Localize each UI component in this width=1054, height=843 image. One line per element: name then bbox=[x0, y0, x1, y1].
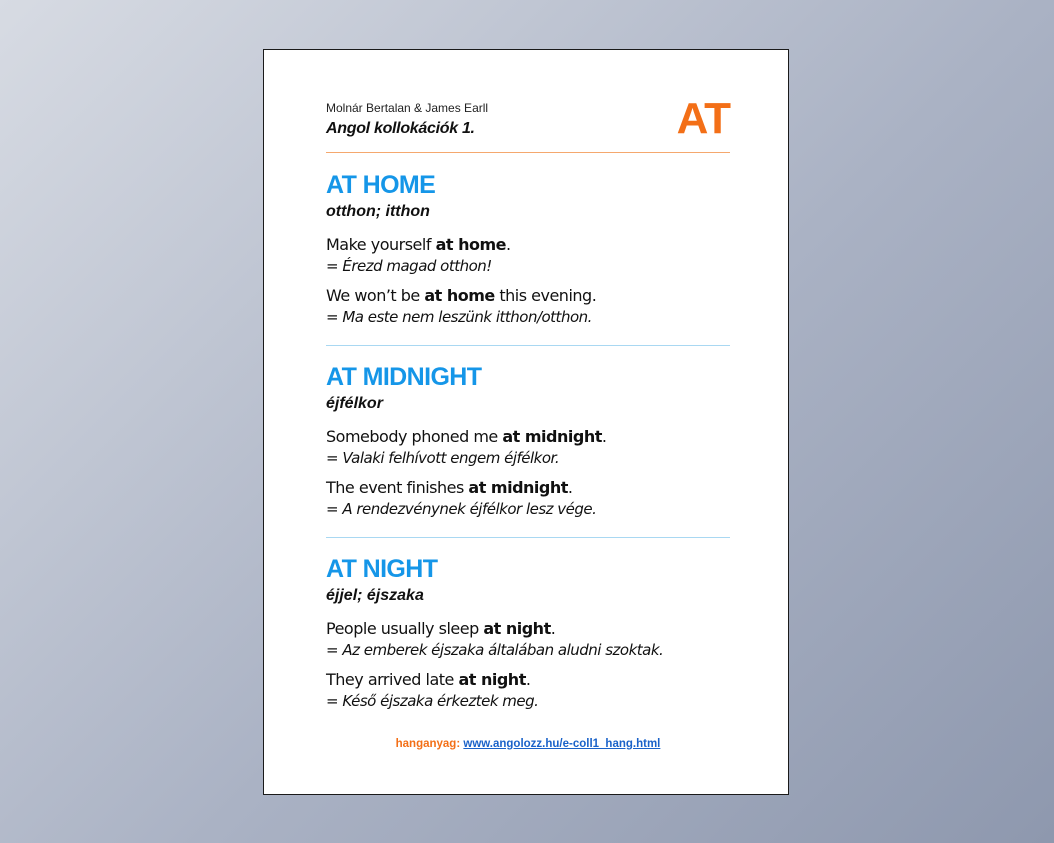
audio-footer bbox=[326, 738, 730, 750]
example-hungarian: = Késő éjszaka érkeztek meg. bbox=[326, 692, 539, 710]
example-english: Make yourself at home. bbox=[326, 235, 511, 254]
audio-label: hanganyag: bbox=[395, 738, 461, 750]
header-divider bbox=[326, 152, 730, 153]
section-divider bbox=[326, 345, 730, 346]
entry-at-home bbox=[326, 171, 730, 328]
example-english: Somebody phoned me at midnight. bbox=[326, 427, 607, 446]
entry-meaning: éjjel; éjszaka bbox=[326, 587, 424, 604]
document-page bbox=[263, 49, 789, 795]
example bbox=[326, 618, 730, 661]
example bbox=[326, 234, 730, 277]
example-hungarian: = Valaki felhívott engem éjfélkor. bbox=[326, 449, 560, 467]
example-english: They arrived late at night. bbox=[326, 670, 531, 689]
entry-meaning: éjfélkor bbox=[326, 395, 383, 412]
entry-meaning: otthon; itthon bbox=[326, 203, 430, 220]
example-english: We won’t be at home this evening. bbox=[326, 286, 597, 305]
example bbox=[326, 285, 730, 328]
audio-link[interactable]: www.angolozz.hu/e-coll1_hang.html bbox=[463, 738, 661, 750]
example-hungarian: = Ma este nem leszünk itthon/otthon. bbox=[326, 308, 592, 326]
book-title: Angol kollokációk 1. bbox=[326, 120, 475, 137]
entry-at-midnight bbox=[326, 363, 730, 520]
section-divider bbox=[326, 537, 730, 538]
entry-headword: AT MIDNIGHT bbox=[326, 363, 482, 391]
example-hungarian: = Érezd magad otthon! bbox=[326, 257, 492, 275]
example-english: The event finishes at midnight. bbox=[326, 478, 573, 497]
entry-headword: AT HOME bbox=[326, 171, 436, 199]
authors-line: Molnár Bertalan & James Earll bbox=[326, 101, 489, 115]
example-hungarian: = Az emberek éjszaka általában aludni szoktak. bbox=[326, 641, 664, 659]
entry-headword: AT NIGHT bbox=[326, 555, 438, 583]
example bbox=[326, 477, 730, 520]
keyword-heading: AT bbox=[676, 94, 730, 143]
example-english: People usually sleep at night. bbox=[326, 619, 556, 638]
entry-at-night bbox=[326, 555, 730, 712]
example bbox=[326, 426, 730, 469]
example-hungarian: = A rendezvénynek éjfélkor lesz vége. bbox=[326, 500, 597, 518]
example bbox=[326, 669, 730, 712]
